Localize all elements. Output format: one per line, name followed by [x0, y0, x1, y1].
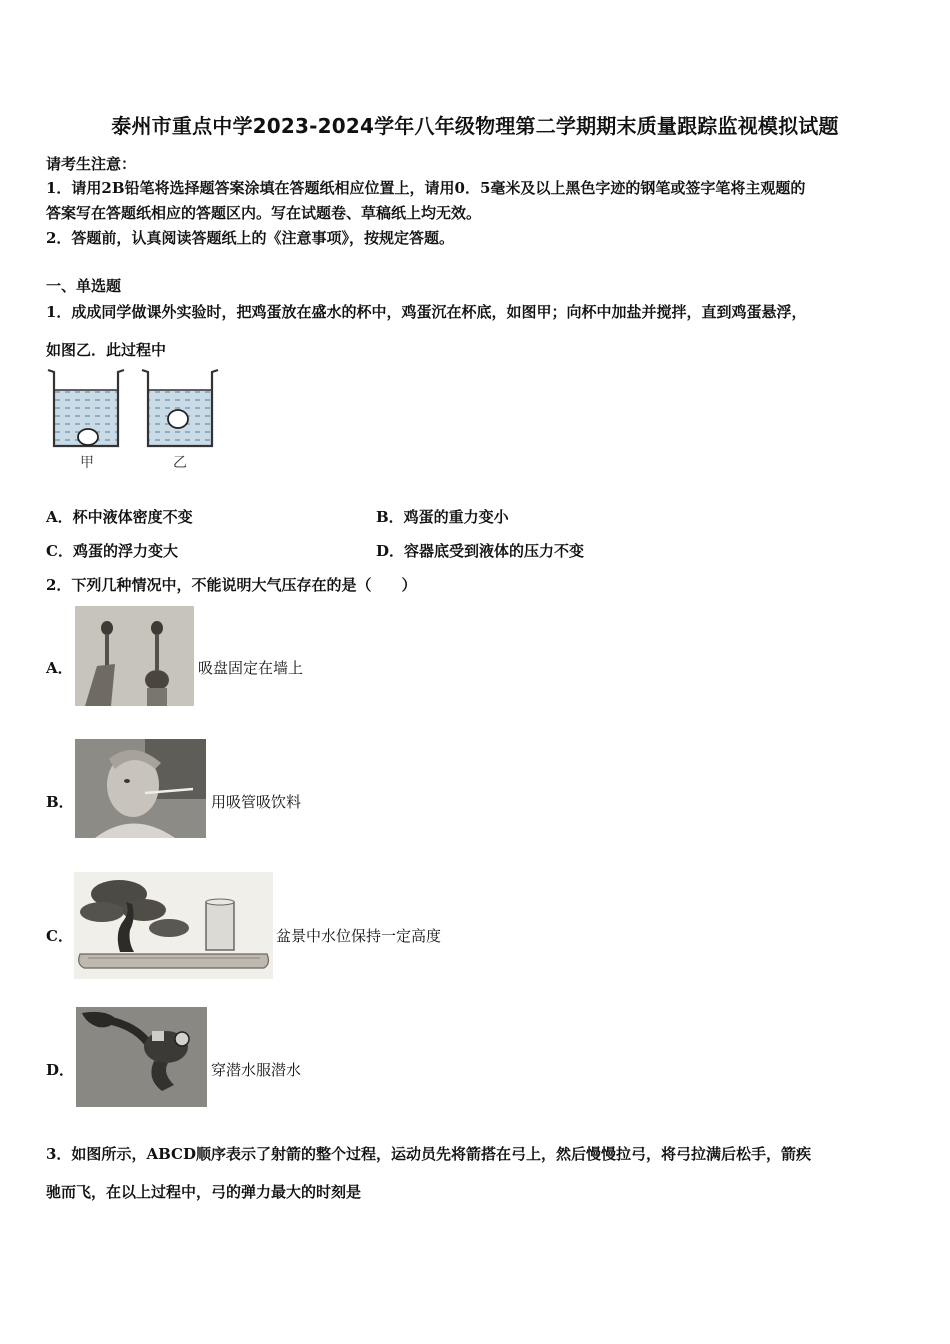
q1-option-a[interactable]: A．杯中液体密度不变: [46, 508, 193, 526]
beaker-b: [142, 370, 218, 446]
question-3-stem-line-1: 3．如图所示，ABCD顺序表示了射箭的整个过程，运动员先将箭搭在弓上，然后慢慢拉弓，将弓拉满后松手，箭疾: [46, 1145, 811, 1163]
egg-sunk: [78, 429, 98, 445]
egg-suspended: [168, 410, 188, 428]
q2-option-b-text: 用吸管吸饮料: [211, 793, 302, 811]
q2-option-c-text: 盆景中水位保持一定高度: [276, 927, 442, 945]
q2-option-a-letter[interactable]: A．: [46, 659, 73, 677]
diver-photo: [76, 1007, 207, 1107]
q2-option-d-letter[interactable]: D．: [46, 1061, 75, 1079]
notice-item-2: 2．答题前，认真阅读答题纸上的《注意事项》，按规定答题。: [46, 229, 454, 247]
q2-option-b-letter[interactable]: B．: [46, 793, 74, 811]
question-1-stem-line-2: 如图乙．此过程中: [46, 341, 167, 359]
beaker-figure: [44, 364, 224, 476]
q1-option-d[interactable]: D．容器底受到液体的压力不变: [376, 542, 585, 560]
q1-option-b[interactable]: B．鸡蛋的重力变小: [376, 508, 509, 526]
bonsai-photo: [74, 872, 273, 979]
q2-option-c-letter[interactable]: C．: [46, 927, 73, 945]
beaker-a: [48, 370, 124, 446]
question-3-stem-line-2: 驰而飞，在以上过程中，弓的弹力最大的时刻是: [46, 1183, 362, 1201]
figure-label-jia: 甲: [80, 455, 94, 471]
section-heading: 一、单选题: [46, 277, 122, 295]
suction-cup-photo: [75, 606, 194, 706]
q2-option-d-text: 穿潜水服潜水: [211, 1061, 302, 1079]
page-title: 泰州市重点中学2023-2024学年八年级物理第二学期期末质量跟踪监视模拟试题: [111, 114, 839, 138]
question-1-stem-line-1: 1．成成同学做课外实验时，把鸡蛋放在盛水的杯中，鸡蛋沉在杯底，如图甲；向杯中加盐并搅拌，直到鸡蛋悬浮，: [46, 303, 807, 321]
question-2-stem: 2．下列几种情况中，不能说明大气压存在的是（ ）: [46, 576, 417, 594]
q2-option-a-text: 吸盘固定在墙上: [198, 659, 304, 677]
notice-item-1-line-1: 1．请用2B铅笔将选择题答案涂填在答题纸相应位置上，请用0．5毫米及以上黑色字迹的钢笔或签字笔将主观题的: [46, 179, 806, 197]
drinking-straw-photo: [75, 739, 206, 838]
figure-label-yi: 乙: [173, 455, 187, 471]
notice-item-1-line-2: 答案写在答题纸相应的答题区内。写在试题卷、草稿纸上均无效。: [46, 204, 482, 222]
notice-header: 请考生注意：: [46, 155, 137, 173]
q1-option-c[interactable]: C．鸡蛋的浮力变大: [46, 542, 178, 560]
